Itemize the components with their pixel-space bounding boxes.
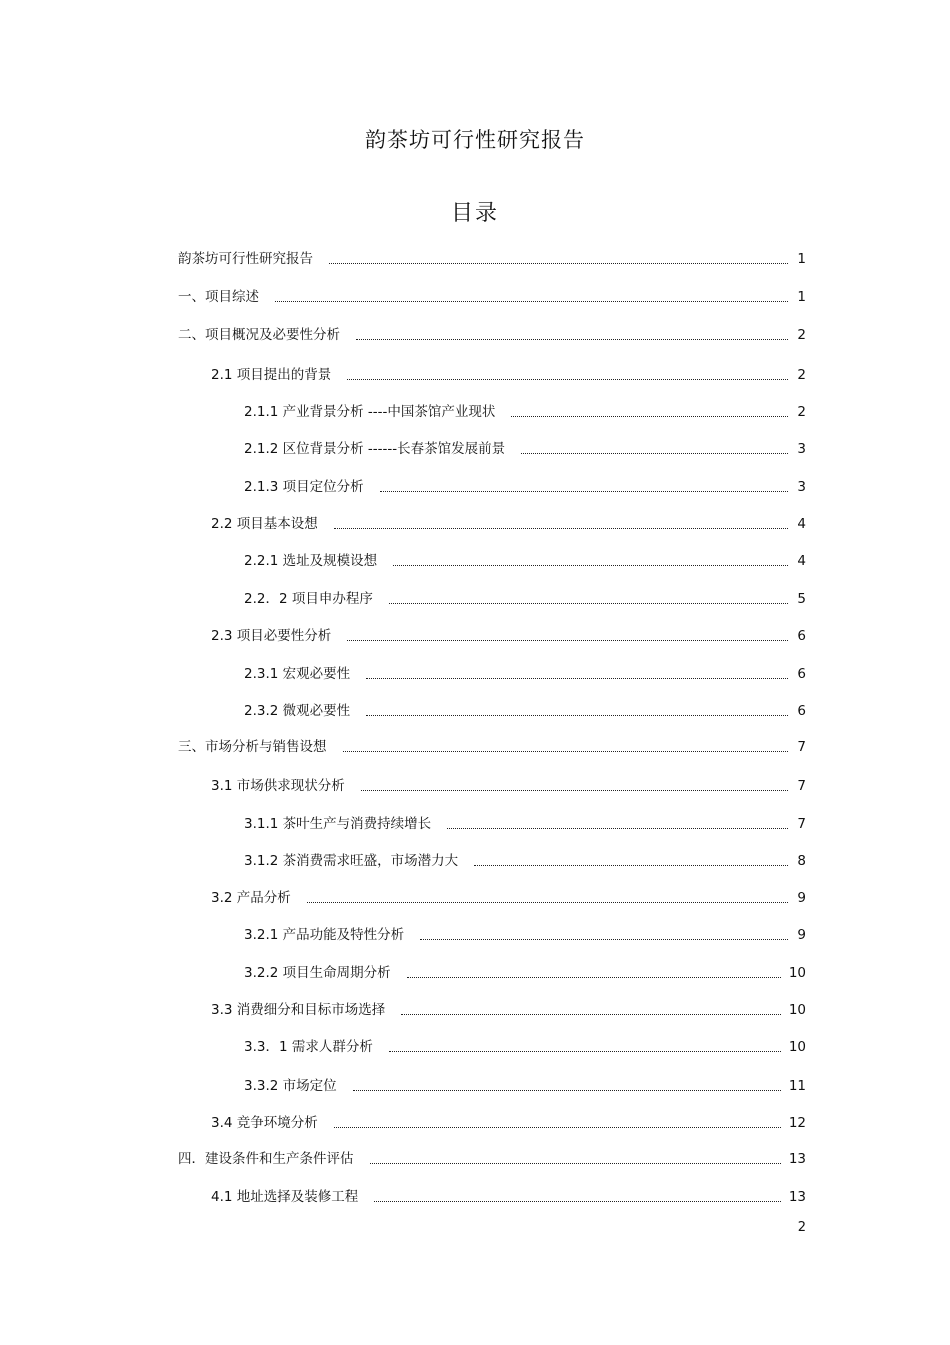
toc-entry-page: 9	[797, 927, 806, 943]
toc-dot-leader	[353, 1090, 781, 1091]
toc-entry-page: 12	[788, 1115, 806, 1131]
toc-entry-page: 6	[797, 628, 806, 644]
toc-entry[interactable]	[211, 515, 806, 533]
toc-entry-text: 4.1 地址选择及装修工程	[211, 1189, 359, 1205]
toc-entry[interactable]	[244, 852, 806, 870]
toc-entry-text: 3.2 产品分析	[211, 890, 291, 906]
toc-dot-leader	[420, 939, 788, 940]
toc-entry-text: 二、项目概况及必要性分析	[178, 327, 340, 343]
toc-dot-leader	[356, 339, 788, 340]
toc-dot-leader	[389, 1051, 781, 1052]
toc-entry-page: 10	[788, 1002, 806, 1018]
toc-entry[interactable]	[244, 478, 806, 496]
toc-entry[interactable]	[244, 1038, 806, 1056]
toc-entry[interactable]	[211, 1001, 806, 1019]
toc-entry-text: 2.1.2 区位背景分析 ------长春茶馆发展前景	[244, 441, 506, 457]
toc-entry[interactable]	[244, 1077, 806, 1095]
toc-entry-text: 韵茶坊可行性研究报告	[178, 251, 313, 267]
toc-entry-text: 2.3.2 微观必要性	[244, 703, 351, 719]
toc-heading: 目录	[450, 201, 499, 226]
toc-entry[interactable]	[178, 250, 806, 268]
toc-entry-text: 3.1 市场供求现状分析	[211, 778, 345, 794]
toc-entry[interactable]	[211, 1114, 806, 1132]
toc-entry-page: 8	[797, 853, 806, 869]
toc-entry[interactable]	[178, 288, 806, 306]
toc-entry-page: 9	[797, 890, 806, 906]
toc-dot-leader	[334, 528, 788, 529]
toc-entry-text: 2.2 项目基本设想	[211, 516, 318, 532]
toc-dot-leader	[366, 715, 788, 716]
toc-dot-leader	[447, 828, 788, 829]
toc-entry[interactable]	[178, 738, 806, 756]
toc-entry-text: 三、市场分析与销售设想	[178, 739, 327, 755]
toc-dot-leader	[329, 263, 788, 264]
toc-entry-page: 10	[788, 965, 806, 981]
toc-dot-leader	[307, 902, 788, 903]
toc-entry[interactable]	[244, 440, 806, 458]
toc-entry-text: 四．建设条件和生产条件评估	[178, 1151, 354, 1167]
toc-dot-leader	[347, 640, 788, 641]
toc-entry[interactable]	[244, 403, 806, 421]
toc-dot-leader	[366, 678, 788, 679]
toc-entry-text: 2.2．2 项目申办程序	[244, 591, 373, 607]
toc-entry-page: 4	[797, 516, 806, 532]
toc-entry[interactable]	[244, 552, 806, 570]
toc-entry[interactable]	[244, 702, 806, 720]
toc-dot-leader	[334, 1127, 781, 1128]
toc-entry-page: 3	[797, 441, 806, 457]
toc-dot-leader	[343, 751, 789, 752]
toc-entry-text: 3.3．1 需求人群分析	[244, 1039, 373, 1055]
toc-dot-leader	[521, 453, 788, 454]
toc-entry[interactable]	[178, 1150, 806, 1168]
toc-entry-page: 6	[797, 666, 806, 682]
toc-entry[interactable]	[244, 590, 806, 608]
toc-entry[interactable]	[211, 627, 806, 645]
toc-entry-page: 7	[797, 816, 806, 832]
toc-entry-page: 2	[797, 367, 806, 383]
document-title: 韵茶坊可行性研究报告	[365, 128, 585, 152]
toc-entry-text: 3.3 消费细分和目标市场选择	[211, 1002, 386, 1018]
toc-entry-page: 7	[797, 778, 806, 794]
toc-entry-page: 3	[797, 479, 806, 495]
toc-entry-text: 3.1.2 茶消费需求旺盛，市场潜力大	[244, 853, 459, 869]
toc-entry-text: 3.1.1 茶叶生产与消费持续增长	[244, 816, 432, 832]
toc-entry[interactable]	[244, 665, 806, 683]
toc-entry[interactable]	[211, 366, 806, 384]
toc-dot-leader	[361, 790, 788, 791]
toc-entry-page: 1	[797, 251, 806, 267]
toc-entry[interactable]	[244, 964, 806, 982]
toc-entry-page: 4	[797, 553, 806, 569]
toc-dot-leader	[401, 1014, 781, 1015]
toc-entry[interactable]	[211, 777, 806, 795]
toc-entry-page: 13	[788, 1189, 806, 1205]
toc-entry-page: 2	[797, 327, 806, 343]
toc-entry-text: 2.1.3 项目定位分析	[244, 479, 364, 495]
toc-dot-leader	[407, 977, 781, 978]
toc-entry-page: 13	[788, 1151, 806, 1167]
toc-entry-text: 2.1.1 产业背景分析 ----中国茶馆产业现状	[244, 404, 496, 420]
toc-entry-text: 2.3 项目必要性分析	[211, 628, 332, 644]
toc-entry-page: 10	[788, 1039, 806, 1055]
toc-dot-leader	[474, 865, 788, 866]
toc-entry[interactable]	[178, 326, 806, 344]
toc-dot-leader	[511, 416, 788, 417]
toc-entry-text: 3.2.2 项目生命周期分析	[244, 965, 391, 981]
toc-dot-leader	[389, 603, 788, 604]
toc-entry-page: 1	[797, 289, 806, 305]
toc-entry[interactable]	[211, 1188, 806, 1206]
toc-dot-leader	[374, 1201, 781, 1202]
toc-entry[interactable]	[244, 815, 806, 833]
page-number: 2	[797, 1220, 806, 1235]
toc-entry-text: 一、项目综述	[178, 289, 259, 305]
toc-entry-page: 6	[797, 703, 806, 719]
toc-entry-text: 2.1 项目提出的背景	[211, 367, 332, 383]
toc-entry-page: 7	[797, 739, 806, 755]
toc-entry-text: 3.4 竞争环境分析	[211, 1115, 318, 1131]
toc-dot-leader	[370, 1163, 781, 1164]
toc-entry-page: 2	[797, 404, 806, 420]
toc-dot-leader	[275, 301, 788, 302]
toc-entry-text: 2.2.1 选址及规模设想	[244, 553, 378, 569]
toc-entry-page: 5	[797, 591, 806, 607]
toc-dot-leader	[393, 565, 788, 566]
toc-dot-leader	[380, 491, 788, 492]
toc-entry-text: 3.3.2 市场定位	[244, 1078, 337, 1094]
toc-entry[interactable]	[244, 926, 806, 944]
toc-entry-page: 11	[788, 1078, 806, 1094]
toc-entry[interactable]	[211, 889, 806, 907]
toc-entry-text: 2.3.1 宏观必要性	[244, 666, 351, 682]
toc-dot-leader	[347, 379, 788, 380]
toc-entry-text: 3.2.1 产品功能及特性分析	[244, 927, 405, 943]
